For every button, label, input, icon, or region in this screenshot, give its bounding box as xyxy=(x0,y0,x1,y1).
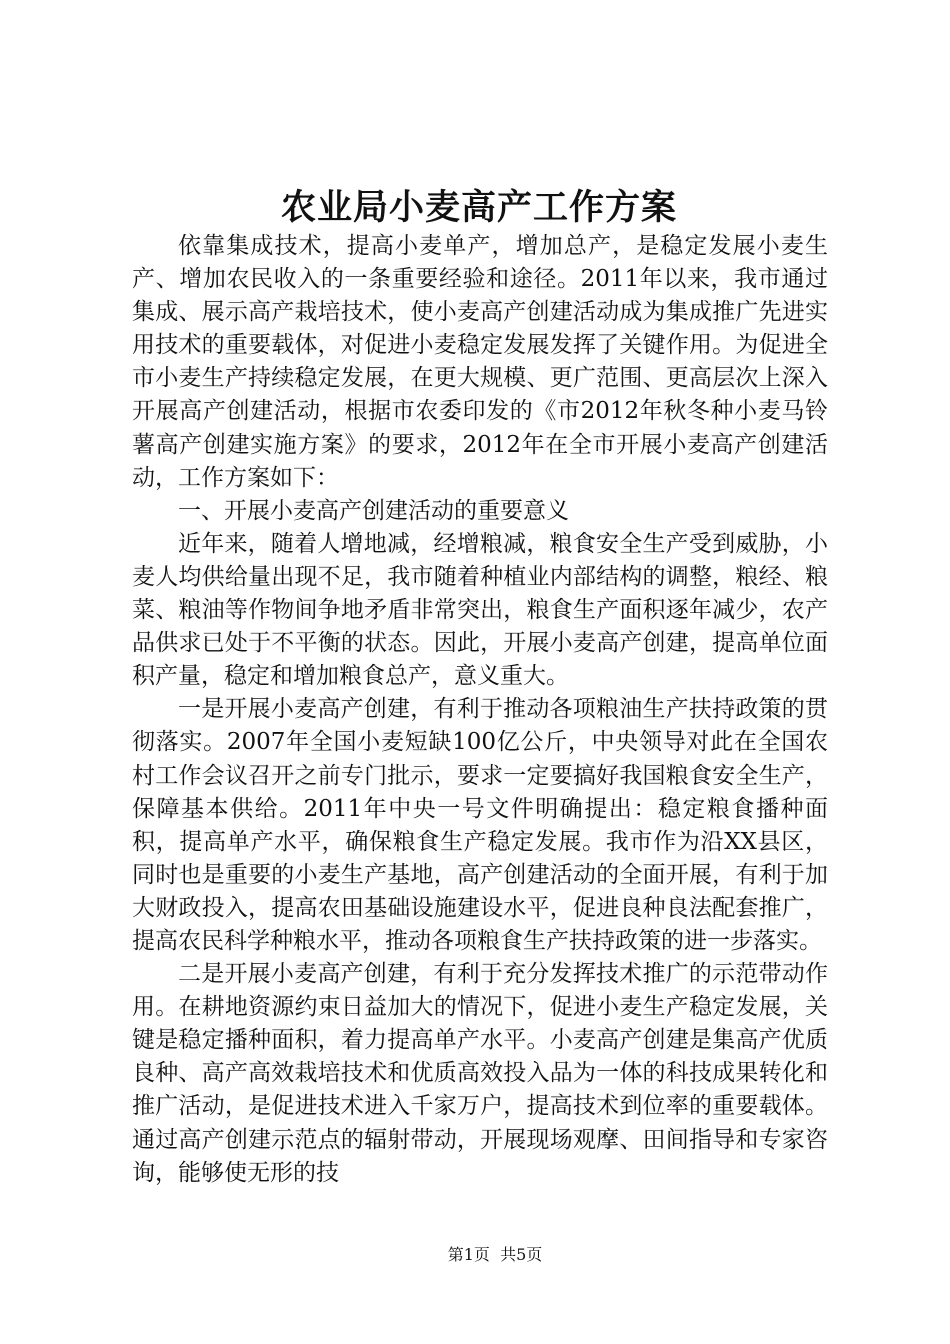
page-number: 第1页 xyxy=(447,1245,490,1264)
paragraph-intro: 依靠集成技术，提高小麦单产，增加总产，是稳定发展小麦生产、增加农民收入的一条重要经验和途径。2011年以来，我市通过集成、展示高产栽培技术，使小麦高产创建活动成为集成推广先进实用技术的重要载体，对促进小麦稳定发展发挥了关键作用。为促进全市小麦生产持续稳定发展，在更大规模、更广范围、更高层次上深入开展高产创建活动，根据市农委印发的《市2012年秋冬种小麦马铃薯高产创建实施方案》的要求，2012年在全市开展小麦高产创建活动，工作方案如下： xyxy=(132,233,828,491)
paragraph-background: 近年来，随着人增地减，经增粮减，粮食安全生产受到威胁，小麦人均供给量出现不足，我市随着种植业内部结构的调整，粮经、粮菜、粮油等作物间争地矛盾非常突出，粮食生产面积逐年减少，农产品供求已处于不平衡的状态。因此，开展小麦高产创建，提高单位面积产量，稳定和增加粮食总产，意义重大。 xyxy=(132,530,828,690)
paragraph-point-two: 二是开展小麦高产创建，有利于充分发挥技术推广的示范带动作用。在耕地资源约束日益加大的情况下，促进小麦生产稳定发展，关键是稳定播种面积，着力提高单产水平。小麦高产创建是集高产优质良种、高产高效栽培技术和优质高效投入品为一体的科技成果转化和推广活动，是促进技术进入千家万户，提高技术到位率的重要载体。通过高产创建示范点的辐射带动，开展现场观摩、田间指导和专家咨询，能够使无形的技 xyxy=(132,961,828,1186)
document-title: 农业局小麦高产工作方案 xyxy=(280,187,677,228)
page-footer xyxy=(0,1244,950,1266)
section-heading-1: 一、开展小麦高产创建活动的重要意义 xyxy=(178,497,569,524)
document-body xyxy=(132,230,828,1190)
paragraph-point-one: 一是开展小麦高产创建，有利于推动各项粮油生产扶持政策的贯彻落实。2007年全国小麦短缺100亿公斤，中央领导对此在全国农村工作会议召开之前专门批示，要求一定要搞好我国粮食安全生产，保障基本供给。2011年中央一号文件明确提出：稳定粮食播种面积，提高单产水平，确保粮食生产稳定发展。我市作为沿XX县区，同时也是重要的小麦生产基地，高产创建活动的全面开展，有利于加大财政投入，提高农田基础设施建设水平，促进良种良法配套推广，提高农民科学种粮水平，推动各项粮食生产扶持政策的进一步落实。 xyxy=(132,696,828,954)
total-pages: 共5页 xyxy=(500,1245,543,1264)
